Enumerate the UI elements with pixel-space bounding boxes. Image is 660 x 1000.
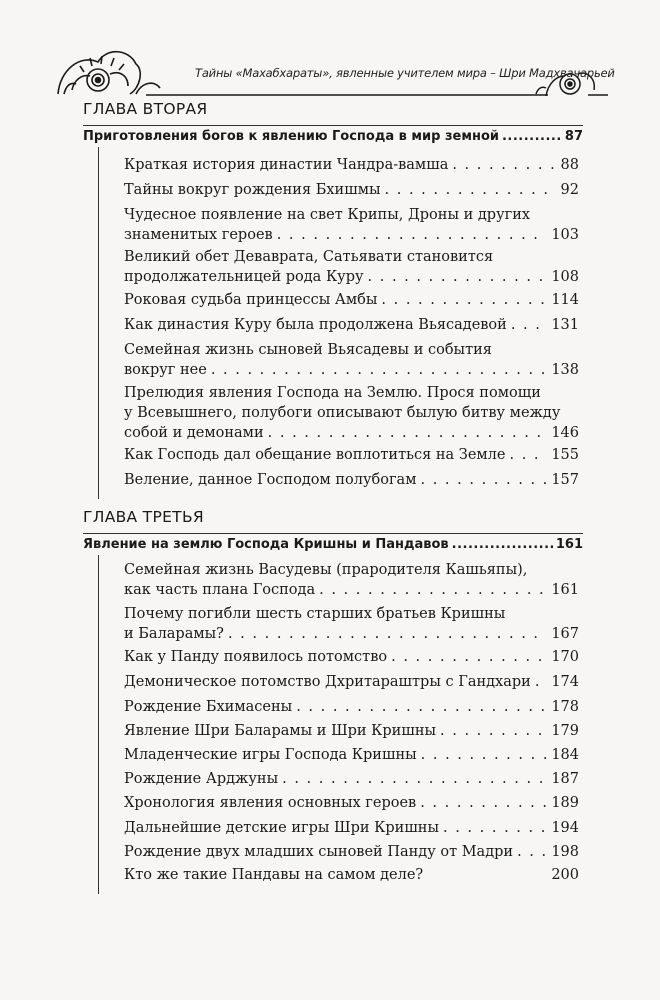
entry-title: собой и демонами — [124, 425, 264, 441]
page-number: 87 — [564, 129, 583, 144]
entry-text-line: Прелюдия явления Господа на Землю. Прося помощи — [124, 385, 541, 401]
entry-title: Краткая история династии Чандра-вамша — [124, 157, 449, 173]
toc-entry[interactable] — [124, 383, 579, 443]
vertical-rule — [98, 555, 99, 894]
dot-leader — [517, 842, 547, 862]
dot-leader — [502, 129, 562, 144]
entry-title: Тайны вокруг рождения Бхишмы — [124, 182, 381, 198]
page-number: 189 — [551, 795, 579, 811]
toc-entry[interactable] — [124, 247, 579, 287]
toc-entry[interactable] — [124, 180, 579, 200]
page-number: 88 — [560, 157, 579, 173]
toc-entry[interactable] — [124, 560, 579, 600]
toc-entry[interactable] — [124, 155, 579, 175]
entry-title: продолжательницей рода Куру — [124, 269, 364, 285]
entry-text-line: Великий обет Деваврата, Сатьявати становится — [124, 249, 494, 265]
vertical-rule — [98, 147, 99, 499]
entry-title: Демоническое потомство Дхритараштры с Гандхари — [124, 674, 531, 690]
main-section-entry[interactable] — [83, 129, 583, 144]
divider — [83, 533, 583, 534]
entry-title: Рождение Бхимасены — [124, 699, 293, 715]
page-number: 103 — [551, 227, 579, 243]
page-number: 170 — [551, 649, 579, 665]
page-number: 178 — [551, 699, 579, 715]
page-number: 92 — [560, 182, 579, 198]
dot-leader — [452, 155, 556, 175]
dot-leader — [268, 423, 548, 443]
toc-entry[interactable] — [124, 647, 579, 667]
entry-text-line: Семейная жизнь сыновей Вьясадевы и события — [124, 342, 492, 358]
chapter-heading: ГЛАВА ВТОРАЯ — [83, 100, 208, 118]
dot-leader — [319, 580, 547, 600]
dot-leader — [535, 672, 547, 692]
page-number: 157 — [551, 472, 579, 488]
dot-leader — [381, 290, 547, 310]
entry-title: Веление, данное Господом полубогам — [124, 472, 417, 488]
page-number: 161 — [551, 582, 579, 598]
dot-leader — [420, 793, 547, 813]
dot-leader — [443, 818, 547, 838]
page-number: 108 — [551, 269, 579, 285]
page-number: 114 — [551, 292, 579, 308]
divider — [83, 125, 583, 126]
section-title: Явление на землю Господа Кришны и Пандавов — [83, 537, 449, 552]
running-title: Тайны «Махабхараты», явленные учителем мира – Шри Мадхвачарьей — [195, 66, 615, 80]
page-number: 161 — [555, 537, 583, 552]
toc-entry[interactable] — [124, 315, 579, 335]
entry-title: Хронология явления основных героев — [124, 795, 417, 811]
dot-leader — [452, 537, 553, 552]
entry-title: Рождение Арджуны — [124, 771, 279, 787]
dot-leader — [391, 647, 547, 667]
page-number: 198 — [551, 844, 579, 860]
toc-entry[interactable] — [124, 290, 579, 310]
entry-text-line: Семейная жизнь Васудевы (прародителя Кашьяпы), — [124, 562, 528, 578]
page-header — [50, 40, 615, 102]
toc-entry[interactable] — [124, 445, 579, 465]
entry-title: вокруг нее — [124, 362, 207, 378]
toc-entry[interactable] — [124, 697, 579, 717]
page-number: 155 — [551, 447, 579, 463]
toc-entry[interactable] — [124, 604, 579, 644]
toc-entry[interactable] — [124, 842, 579, 862]
entry-title: и Баларамы? — [124, 626, 224, 642]
dot-leader — [368, 267, 548, 287]
entry-title: Как у Панду появилось потомство — [124, 649, 388, 665]
toc-entry[interactable] — [124, 205, 579, 245]
toc-entry[interactable] — [124, 818, 579, 838]
entry-text-line: Почему погибли шесть старших братьев Кришны — [124, 606, 506, 622]
entry-title: Дальнейшие детские игры Шри Кришны — [124, 820, 439, 836]
entry-title: Роковая судьба принцессы Амбы — [124, 292, 378, 308]
toc-entry[interactable] — [124, 470, 579, 490]
page-number: 184 — [551, 747, 579, 763]
toc-entry[interactable] — [124, 769, 579, 789]
page-number: 187 — [551, 771, 579, 787]
page-number: 200 — [551, 867, 579, 883]
toc-entry[interactable] — [124, 865, 579, 885]
page-number: 131 — [551, 317, 579, 333]
entry-text-line: у Всевышнего, полубоги описывают былую битву между — [124, 405, 561, 421]
dot-leader — [421, 470, 548, 490]
entry-title: Как династия Куру была продолжена Вьясадевой — [124, 317, 507, 333]
entry-title: знаменитых героев — [124, 227, 273, 243]
page-number: 194 — [551, 820, 579, 836]
main-section-entry[interactable] — [83, 537, 583, 552]
entry-title: как часть плана Господа — [124, 582, 316, 598]
dot-leader — [282, 769, 547, 789]
dot-leader — [296, 697, 547, 717]
page-number: 146 — [551, 425, 579, 441]
toc-entry[interactable] — [124, 745, 579, 765]
dot-leader — [228, 624, 547, 644]
page-number: 174 — [551, 674, 579, 690]
toc-entry[interactable] — [124, 793, 579, 813]
toc-entry[interactable] — [124, 340, 579, 380]
dot-leader — [211, 360, 548, 380]
section-title: Приготовления богов к явлению Господа в мир земной — [83, 129, 499, 144]
dot-leader — [509, 445, 547, 465]
entry-title: Явление Шри Баларамы и Шри Кришны — [124, 723, 437, 739]
page-number: 167 — [551, 626, 579, 642]
page-number: 179 — [551, 723, 579, 739]
dot-leader — [277, 225, 548, 245]
chapter-heading: ГЛАВА ТРЕТЬЯ — [83, 508, 204, 526]
toc-entry[interactable] — [124, 672, 579, 692]
dot-leader — [385, 180, 557, 200]
entry-text-line: Чудесное появление на свет Крипы, Дроны и других — [124, 207, 531, 223]
page-number: 138 — [551, 362, 579, 378]
dot-leader — [421, 745, 548, 765]
toc-entry[interactable] — [124, 721, 579, 741]
entry-title: Кто же такие Пандавы на самом деле? — [124, 867, 424, 883]
entry-title: Младенческие игры Господа Кришны — [124, 747, 417, 763]
entry-title: Рождение двух младших сыновей Панду от Мадри — [124, 844, 514, 860]
entry-title: Как Господь дал обещание воплотиться на Земле — [124, 447, 506, 463]
dot-leader — [440, 721, 547, 741]
dot-leader — [511, 315, 547, 335]
